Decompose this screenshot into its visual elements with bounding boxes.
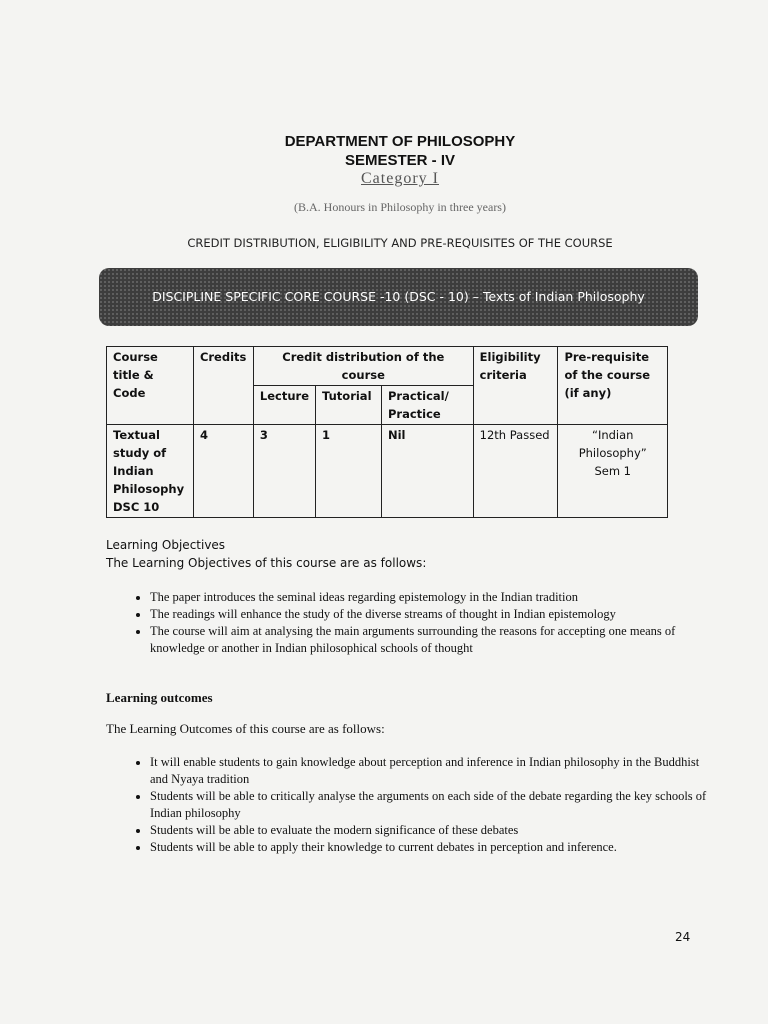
- learning-objectives-list: [130, 589, 710, 657]
- header-tutorial: Tutorial: [316, 386, 382, 425]
- course-banner-text: DISCIPLINE SPECIFIC CORE COURSE -10 (DSC - 10) – Texts of Indian Philosophy: [152, 289, 645, 304]
- cell-eligibility: 12th Passed: [473, 425, 558, 518]
- list-item: • It will enable students to gain knowledge about perception and inference in Indian philosophy in the Buddhist and Nyaya tradition: [150, 754, 710, 788]
- programme-label: (B.A. Honours in Philosophy in three years): [294, 200, 506, 214]
- list-item: • The course will aim at analysing the main arguments surrounding the reasons for accepting one means of knowledge or another in Indian philosophical schools of thought: [150, 623, 710, 657]
- learning-outcomes-intro: The Learning Outcomes of this course are as follows:: [106, 721, 385, 736]
- semester-title: SEMESTER - IV: [344, 152, 456, 169]
- list-item: • Students will be able to apply their knowledge to current debates in perception and inference.: [150, 839, 710, 856]
- cell-practical: Nil: [381, 425, 473, 518]
- learning-objectives-title: Learning Objectives: [106, 538, 226, 552]
- list-item: • The paper introduces the seminal ideas regarding epistemology in the Indian tradition: [150, 589, 710, 606]
- list-item: • Students will be able to evaluate the modern significance of these debates: [150, 822, 710, 839]
- table-row: [107, 425, 668, 518]
- header-eligibility: Eligibility criteria: [473, 347, 558, 425]
- learning-objectives-intro: The Learning Objectives of this course are as follows:: [106, 556, 427, 570]
- header-credit-distribution: Credit distribution of the course: [253, 347, 473, 386]
- header-course-title: Course title & Code: [107, 347, 194, 425]
- header-lecture: Lecture: [253, 386, 315, 425]
- cell-credits: 4: [193, 425, 253, 518]
- cell-tutorial: 1: [316, 425, 382, 518]
- credit-table: [106, 346, 668, 518]
- header-credits: Credits: [193, 347, 253, 425]
- cell-lecture: 3: [253, 425, 315, 518]
- header-prerequisite: Pre-requisite of the course (if any): [558, 347, 668, 425]
- credit-distribution-heading: CREDIT DISTRIBUTION, ELIGIBILITY AND PRE-REQUISITES OF THE COURSE: [187, 236, 613, 250]
- category-label: Category I: [361, 170, 439, 187]
- learning-outcomes-list: [130, 754, 710, 856]
- header-practical: Practical/ Practice: [381, 386, 473, 425]
- cell-prerequisite: “Indian Philosophy” Sem 1: [558, 425, 668, 518]
- list-item: • The readings will enhance the study of the diverse streams of thought in Indian epistemology: [150, 606, 710, 623]
- table-header-row: [107, 347, 668, 386]
- list-item: • Students will be able to critically analyse the arguments on each side of the debate regarding the key schools of Indian philosophy: [150, 788, 710, 822]
- department-title: DEPARTMENT OF PHILOSOPHY: [284, 133, 516, 150]
- cell-course-title: Textual study of Indian Philosophy DSC 10: [107, 425, 194, 518]
- learning-outcomes-title: Learning outcomes: [106, 690, 213, 705]
- course-banner: [99, 268, 698, 326]
- page-number: 24: [675, 930, 691, 944]
